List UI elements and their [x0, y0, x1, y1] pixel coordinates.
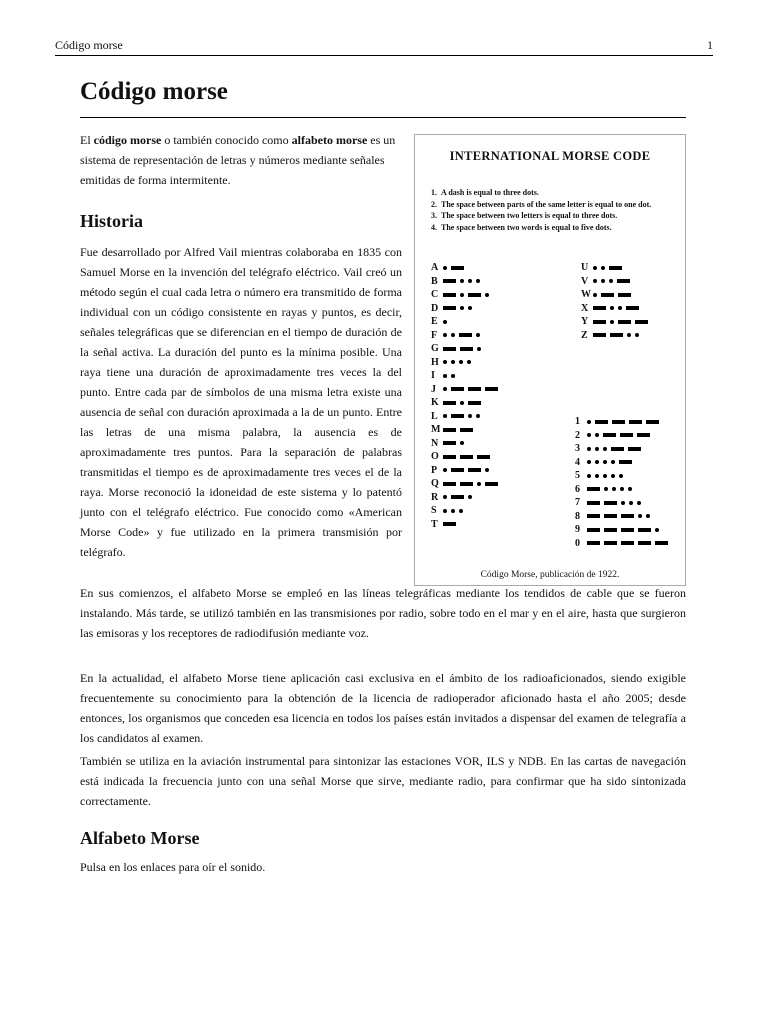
morse-dot: [443, 360, 447, 364]
morse-dot: [593, 293, 597, 297]
section-heading-historia: Historia: [80, 211, 143, 231]
morse-dash: [451, 468, 464, 472]
morse-dot: [443, 320, 447, 324]
morse-dot: [460, 293, 464, 297]
morse-signal: [587, 474, 627, 478]
morse-dot: [609, 279, 613, 283]
morse-signal: [443, 428, 477, 432]
morse-dot: [638, 514, 642, 518]
morse-code-row: [431, 356, 502, 370]
morse-dash: [443, 306, 456, 310]
morse-character: C: [431, 289, 439, 301]
morse-dot: [611, 474, 615, 478]
morse-dash: [587, 528, 600, 532]
morse-dash: [468, 401, 481, 405]
morse-dot: [603, 474, 607, 478]
digits-column: [575, 415, 672, 550]
morse-dash: [635, 320, 648, 324]
morse-signal: [587, 433, 654, 437]
morse-dot: [451, 333, 455, 337]
morse-character: A: [431, 262, 439, 274]
morse-character: 3: [575, 443, 580, 455]
morse-dot: [587, 460, 591, 464]
morse-dot: [601, 279, 605, 283]
morse-signal: [443, 387, 502, 391]
morse-signal: [593, 266, 626, 270]
morse-code-row: [431, 275, 502, 289]
morse-dash: [443, 293, 456, 297]
morse-signal: [443, 401, 485, 405]
morse-dash: [637, 433, 650, 437]
morse-dot: [443, 468, 447, 472]
morse-dot: [612, 487, 616, 491]
morse-signal: [593, 279, 634, 283]
morse-signal: [593, 333, 643, 337]
morse-dot: [476, 333, 480, 337]
morse-code-row: [431, 302, 502, 316]
morse-dot: [460, 279, 464, 283]
morse-character: P: [431, 464, 438, 476]
morse-code-row: [581, 288, 652, 302]
intro-bold-1: código morse: [93, 133, 162, 147]
morse-dash: [443, 428, 456, 432]
morse-code-row: [575, 537, 672, 551]
morse-code-row: [581, 302, 652, 316]
morse-code-row: [575, 442, 672, 456]
figure-rule-number: 2.: [431, 199, 437, 209]
morse-dash: [485, 387, 498, 391]
morse-dot: [468, 414, 472, 418]
figure-rule-text: A dash is equal to three dots.: [441, 188, 539, 197]
morse-dot: [610, 306, 614, 310]
morse-dot: [621, 501, 625, 505]
morse-signal: [443, 347, 485, 351]
morse-dot: [443, 495, 447, 499]
morse-signal: [443, 455, 494, 459]
morse-character: 9: [575, 524, 580, 536]
morse-dot: [459, 509, 463, 513]
morse-character: S: [431, 505, 437, 517]
morse-signal: [443, 468, 493, 472]
morse-dash: [477, 455, 490, 459]
morse-dot: [637, 501, 641, 505]
morse-dash: [621, 528, 634, 532]
morse-signal: [443, 293, 493, 297]
morse-dash: [451, 495, 464, 499]
morse-dot: [477, 482, 481, 486]
morse-dash: [459, 333, 472, 337]
morse-dot: [451, 509, 455, 513]
morse-dash: [619, 460, 632, 464]
morse-dash: [610, 333, 623, 337]
morse-code-row: [431, 477, 502, 491]
morse-signal: [593, 306, 643, 310]
morse-dash: [617, 279, 630, 283]
morse-dot: [468, 495, 472, 499]
morse-dash: [587, 541, 600, 545]
letters-column-1: [431, 261, 502, 531]
morse-code-row: [431, 315, 502, 329]
morse-dash: [468, 293, 481, 297]
morse-code-figure: [414, 134, 686, 586]
morse-signal: [587, 420, 663, 424]
morse-character: R: [431, 491, 439, 503]
intro-text-1: El: [80, 133, 94, 147]
morse-dot: [451, 374, 455, 378]
morse-dot: [593, 266, 597, 270]
morse-dot: [629, 501, 633, 505]
historia-paragraph-3: En la actualidad, el alfabeto Morse tiene aplicación casi exclusiva en el ámbito de los radioaficionados, siendo exigible frecuentemente su conocimiento para la obtención de la licencia de radioperador aficionado hasta el año 2005; desde entonces, los organismos que conceden esa licencia en todos los países están invitados a dispensar del examen de telegrafía a los candidatos al examen.: [80, 671, 686, 745]
morse-dash: [443, 482, 456, 486]
morse-dot: [655, 528, 659, 532]
morse-character: O: [431, 451, 439, 463]
morse-dot: [460, 401, 464, 405]
morse-signal: [443, 320, 451, 324]
morse-dot: [443, 509, 447, 513]
page-number: 1: [707, 38, 713, 52]
alfabeto-paragraph: Pulsa en los enlaces para oír el sonido.: [80, 860, 266, 874]
morse-dot: [443, 374, 447, 378]
historia-paragraph-4: También se utiliza en la aviación instrumental para sintonizar las estaciones VOR, ILS y NDB. En las cartas de navegación está indicada la frecuencia junto con una señal Morse que sirve, mediante radio, para confirmar que ha sido sintonizada correctamente.: [80, 754, 686, 808]
morse-code-row: [431, 518, 502, 532]
morse-character: J: [431, 383, 436, 395]
morse-dash: [604, 514, 617, 518]
figure-caption: Código Morse, publicación de 1922.: [480, 570, 620, 580]
morse-character: G: [431, 343, 439, 355]
morse-dot: [443, 414, 447, 418]
morse-character: M: [431, 424, 441, 436]
morse-dot: [628, 487, 632, 491]
morse-dot: [485, 293, 489, 297]
morse-dot: [477, 347, 481, 351]
morse-signal: [587, 460, 636, 464]
morse-code-row: [431, 464, 502, 478]
historia-paragraph-2: En sus comienzos, el alfabeto Morse se empleó en las líneas telegráficas mediante los tendidos de cable que se fueron instalando. Más tarde, se utilizó también en las transmisiones por radio, sobre todo en el mar y en el aire, hasta que surgieron las emisoras y los receptores de radiodifusión mediante voz.: [80, 586, 686, 640]
morse-dash: [443, 279, 456, 283]
morse-dot: [603, 460, 607, 464]
morse-dash: [604, 528, 617, 532]
morse-signal: [443, 509, 467, 513]
page-title: Código morse: [80, 78, 686, 118]
figure-rule: [431, 199, 651, 211]
morse-dash: [628, 447, 641, 451]
morse-dash: [655, 541, 668, 545]
morse-dot: [587, 433, 591, 437]
morse-signal: [443, 279, 484, 283]
morse-character: V: [581, 275, 589, 287]
morse-dot: [619, 474, 623, 478]
morse-signal: [443, 333, 484, 337]
morse-code-row: [431, 504, 502, 518]
morse-signal: [443, 266, 468, 270]
morse-code-row: [575, 510, 672, 524]
intro-text-3: es un sistema de representación de letras y números mediante señales emitidas de forma intermitente.: [80, 133, 396, 187]
morse-dot: [467, 360, 471, 364]
morse-dash: [620, 433, 633, 437]
morse-character: 6: [575, 483, 580, 495]
morse-signal: [587, 487, 636, 491]
morse-dash: [629, 420, 642, 424]
morse-dash: [460, 428, 473, 432]
morse-dot: [451, 360, 455, 364]
morse-dot: [601, 266, 605, 270]
morse-code-row: [431, 342, 502, 356]
morse-dash: [612, 420, 625, 424]
morse-dot: [595, 474, 599, 478]
figure-rule-number: 3.: [431, 211, 437, 220]
figure-rule: [431, 222, 651, 234]
morse-character: 2: [575, 429, 580, 441]
morse-dash: [451, 266, 464, 270]
morse-dash: [443, 347, 456, 351]
morse-signal: [593, 320, 652, 324]
morse-dash: [611, 447, 624, 451]
morse-character: I: [431, 370, 435, 382]
morse-code-row: [575, 496, 672, 510]
morse-dot: [587, 474, 591, 478]
morse-dot: [443, 266, 447, 270]
morse-code-row: [575, 523, 672, 537]
morse-code-row: [575, 483, 672, 497]
morse-signal: [587, 447, 645, 451]
morse-character: Q: [431, 478, 439, 490]
morse-code-row: [431, 288, 502, 302]
figure-rule-number: 4.: [431, 222, 437, 232]
morse-signal: [443, 360, 475, 364]
morse-dot: [587, 447, 591, 451]
morse-code-row: [581, 329, 652, 343]
figure-rule: [431, 187, 651, 199]
morse-code-row: [431, 491, 502, 505]
morse-signal: [587, 541, 672, 545]
morse-code-row: [431, 437, 502, 451]
morse-signal: [587, 528, 663, 532]
morse-dot: [587, 420, 591, 424]
morse-dash: [646, 420, 659, 424]
morse-dot: [595, 460, 599, 464]
morse-dash: [621, 514, 634, 518]
morse-dash: [485, 482, 498, 486]
morse-code-row: [431, 396, 502, 410]
morse-dot: [593, 279, 597, 283]
figure-rule-text: The space between two words is equal to five dots.: [441, 222, 612, 232]
intro-text-2: o también conocido como: [161, 133, 292, 147]
morse-dot: [620, 487, 624, 491]
morse-dash: [443, 522, 456, 526]
morse-dot: [468, 279, 472, 283]
morse-signal: [443, 482, 502, 486]
morse-dash: [451, 414, 464, 418]
figure-rule-number: 1.: [431, 188, 437, 197]
figure-rule-text: The space between parts of the same letter is equal to one dot.: [441, 199, 652, 209]
morse-character: 8: [575, 510, 580, 522]
morse-character: E: [431, 316, 438, 328]
morse-dot: [595, 447, 599, 451]
morse-dash: [460, 482, 473, 486]
morse-code-row: [431, 423, 502, 437]
morse-dash: [460, 455, 473, 459]
morse-dot: [476, 279, 480, 283]
morse-dot: [443, 387, 447, 391]
figure-rule: [431, 210, 651, 222]
morse-signal: [443, 495, 476, 499]
morse-dot: [603, 447, 607, 451]
morse-dash: [609, 266, 622, 270]
morse-dot: [611, 460, 615, 464]
morse-code-row: [581, 261, 652, 275]
morse-character: F: [431, 329, 438, 341]
morse-character: D: [431, 302, 439, 314]
morse-signal: [443, 306, 476, 310]
morse-dash: [603, 433, 616, 437]
morse-code-row: [575, 429, 672, 443]
morse-dot: [443, 333, 447, 337]
morse-code-row: [431, 410, 502, 424]
morse-character: W: [581, 289, 591, 301]
morse-character: 7: [575, 497, 580, 509]
intro-paragraph: [80, 130, 402, 190]
morse-dot: [476, 414, 480, 418]
morse-character: X: [581, 302, 589, 314]
morse-dot: [618, 306, 622, 310]
morse-code-row: [431, 383, 502, 397]
morse-signal: [443, 414, 484, 418]
morse-code-row: [581, 315, 652, 329]
morse-code-row: [431, 369, 502, 383]
morse-dash: [593, 320, 606, 324]
morse-character: 4: [575, 456, 580, 468]
morse-dash: [593, 333, 606, 337]
figure-title: INTERNATIONAL MORSE CODE: [449, 149, 651, 163]
morse-dash: [618, 293, 631, 297]
letters-column-2: [581, 261, 652, 342]
running-header: [55, 38, 713, 56]
section-heading-alfabeto: Alfabeto Morse: [80, 828, 200, 848]
morse-dot: [459, 360, 463, 364]
morse-dot: [460, 441, 464, 445]
morse-character: 0: [575, 537, 580, 549]
morse-dash: [587, 514, 600, 518]
intro-bold-2: alfabeto morse: [291, 133, 368, 147]
morse-signal: [587, 501, 645, 505]
morse-dash: [443, 441, 456, 445]
morse-dot: [646, 514, 650, 518]
morse-dot: [610, 320, 614, 324]
running-header-title: Código morse: [55, 38, 123, 52]
morse-character: T: [431, 518, 438, 530]
morse-dot: [627, 333, 631, 337]
historia-paragraph: Fue desarrollado por Alfred Vail mientras colaboraba en 1835 con Samuel Morse en la invención del telégrafo eléctrico. Vail creó un método según el cual cada letra o número era transmitido de forma individual con un código consistente en rayas y puntos, es decir, señales telegráficas que se diferencian en el tiempo de duración de la señal activa. La duración del punto es la mínima posible. Una raya tiene una duración de aproximadamente tres veces la del punto. Entre cada par de símbolos de una misma letra existe una ausencia de señal con duración aproximada a la de un punto. Entre las letras de una misma palabra, la ausencia es de aproximadamente tres puntos. Para la separación de palabras transmitidas el tiempo es de aproximadamente tres veces el de la raya. Morse reconoció la idoneidad de este sistema y lo patentó junto con el telégrafo eléctrico. Fue conocido como «American Morse Code» y fue utilizado en la primera transmisión por telégrafo.: [80, 245, 402, 559]
morse-signal: [443, 522, 460, 526]
morse-code-row: [575, 469, 672, 483]
figure-rule-text: The space between two letters is equal to three dots.: [441, 211, 618, 220]
morse-character: B: [431, 275, 438, 287]
morse-dash: [451, 387, 464, 391]
morse-signal: [587, 514, 654, 518]
morse-dash: [587, 501, 600, 505]
morse-dash: [601, 293, 614, 297]
morse-dot: [604, 487, 608, 491]
morse-character: Z: [581, 329, 588, 341]
morse-character: H: [431, 356, 439, 368]
morse-dash: [638, 541, 651, 545]
morse-code-row: [431, 261, 502, 275]
morse-character: U: [581, 262, 589, 274]
morse-code-row: [575, 415, 672, 429]
morse-dot: [468, 306, 472, 310]
morse-code-row: [575, 456, 672, 470]
morse-character: 5: [575, 470, 580, 482]
morse-dash: [604, 501, 617, 505]
morse-dash: [618, 320, 631, 324]
morse-dash: [626, 306, 639, 310]
morse-character: Y: [581, 316, 589, 328]
morse-signal: [593, 293, 635, 297]
morse-character: L: [431, 410, 438, 422]
morse-character: 1: [575, 416, 580, 428]
morse-dash: [460, 347, 473, 351]
morse-dash: [443, 401, 456, 405]
morse-signal: [443, 374, 459, 378]
morse-dash: [604, 541, 617, 545]
morse-dash: [621, 541, 634, 545]
morse-dash: [595, 420, 608, 424]
morse-character: N: [431, 437, 439, 449]
figure-rules: [431, 187, 651, 233]
morse-dot: [595, 433, 599, 437]
morse-dash: [638, 528, 651, 532]
morse-dash: [443, 455, 456, 459]
morse-dash: [468, 468, 481, 472]
morse-code-row: [581, 275, 652, 289]
morse-dot: [485, 468, 489, 472]
morse-dash: [593, 306, 606, 310]
morse-code-row: [431, 450, 502, 464]
morse-dot: [635, 333, 639, 337]
morse-dash: [468, 387, 481, 391]
morse-dot: [460, 306, 464, 310]
morse-code-row: [431, 329, 502, 343]
morse-signal: [443, 441, 468, 445]
morse-dash: [587, 487, 600, 491]
morse-character: K: [431, 397, 439, 409]
